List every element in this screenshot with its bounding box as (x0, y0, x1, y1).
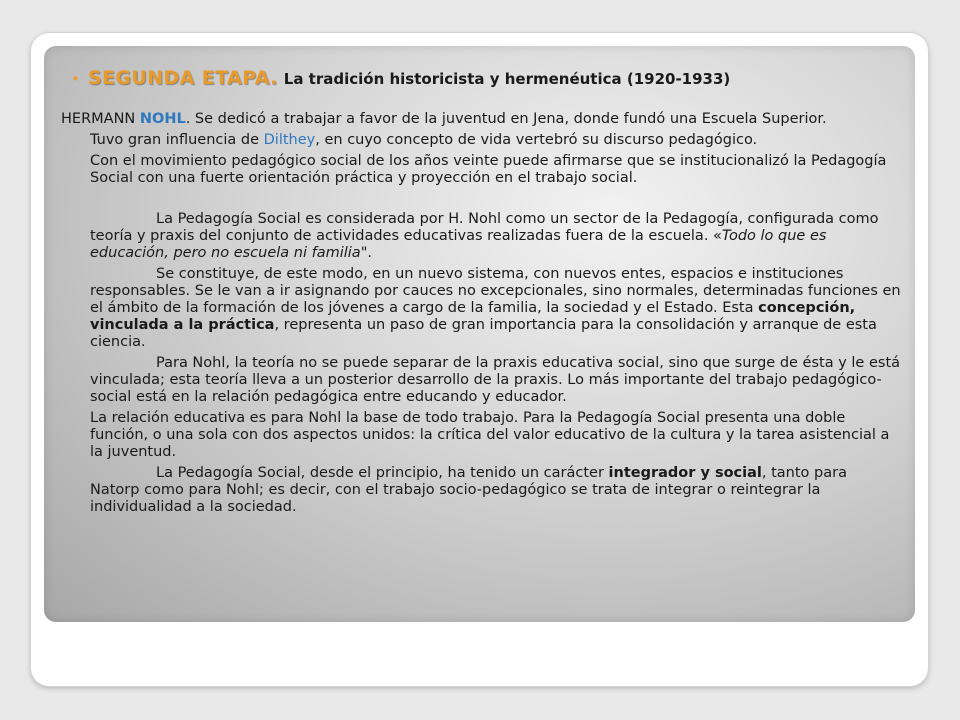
heading-subtitle: La tradición historicista y hermenéutica (1920-1933) (283, 70, 731, 88)
bold-text: integrador y social (608, 465, 762, 481)
paragraph-theory: Para Nohl, la teoría no se puede separar de la praxis educativa social, sino que surge de ésta y le está vinculada; esta teoría lleva a un posterior desarrollo de la praxis. Lo más importante del trabajo pedagógico-social está en la relación pedagógica entre educando y educador. (90, 355, 901, 405)
text-span: Se constituye, de este modo, en un nuevo sistema, con nuevos entes, espacios e instituciones responsables. Se le van a ir asignando por cauces no excepcionales, sino normales, determinadas funciones en el ámbito de la formación de los jóvenes a cargo de la familia, la sociedad y el Estado. Esta (90, 266, 901, 316)
slide-content (61, 67, 901, 520)
text-span: ". (360, 245, 372, 261)
text-span: , en cuyo concepto de vida vertebró su discurso pedagógico. (315, 132, 758, 148)
text-span: La Pedagogía Social es considerada por H. Nohl como un sector de la Pedagogía, configurada como teoría y praxis del conjunto de actividades educativas realizadas fuera de la escuela. « (90, 211, 879, 244)
text-span: Tuvo gran influencia de (90, 132, 264, 148)
slide-heading (71, 67, 901, 89)
paragraph-integration (61, 465, 901, 516)
heading-highlight: SEGUNDA ETAPA. (87, 67, 278, 89)
paragraph-dilthey (61, 132, 901, 149)
dilthey-name: Dilthey (263, 132, 316, 148)
bullet-icon: • (71, 70, 80, 88)
text-span: La Pedagogía Social, desde el principio, ha tenido un carácter (156, 465, 609, 481)
paragraph-nohl-intro (61, 111, 901, 128)
paragraph-system (61, 266, 901, 351)
text-span: , representa un paso de gran importancia para la consolidación y arranque de esta ciencia. (90, 317, 877, 350)
nohl-name: NOHL (139, 111, 186, 127)
spacer (61, 191, 901, 211)
paragraph-relation: La relación educativa es para Nohl la base de todo trabajo. Para la Pedagogía Social presenta una doble función, o una sola con dos aspectos unidos: la crítica del valor educativo de la cultura y la tarea asistencial a la juventud. (90, 410, 890, 460)
paragraph-movement: Con el movimiento pedagógico social de los años veinte puede afirmarse que se institucionalizó la Pedagogía Social con una fuerte orientación práctica y proyección en el trabajo social. (90, 153, 887, 186)
text-span: HERMANN (61, 111, 140, 127)
text-span: . Se dedicó a trabajar a favor de la juventud en Jena, donde fundó una Escuela Superior. (185, 111, 827, 127)
text-span: , tanto para Natorp como para Nohl; es decir, con el trabajo socio-pedagógico se trata de integrar o reintegrar la individualidad a la sociedad. (90, 465, 847, 515)
quote-text: Todo lo que es educación, pero no escuela ni familia (90, 228, 827, 261)
paragraph-definition (61, 211, 901, 262)
bold-text: concepción, vinculada a la práctica (90, 300, 856, 333)
